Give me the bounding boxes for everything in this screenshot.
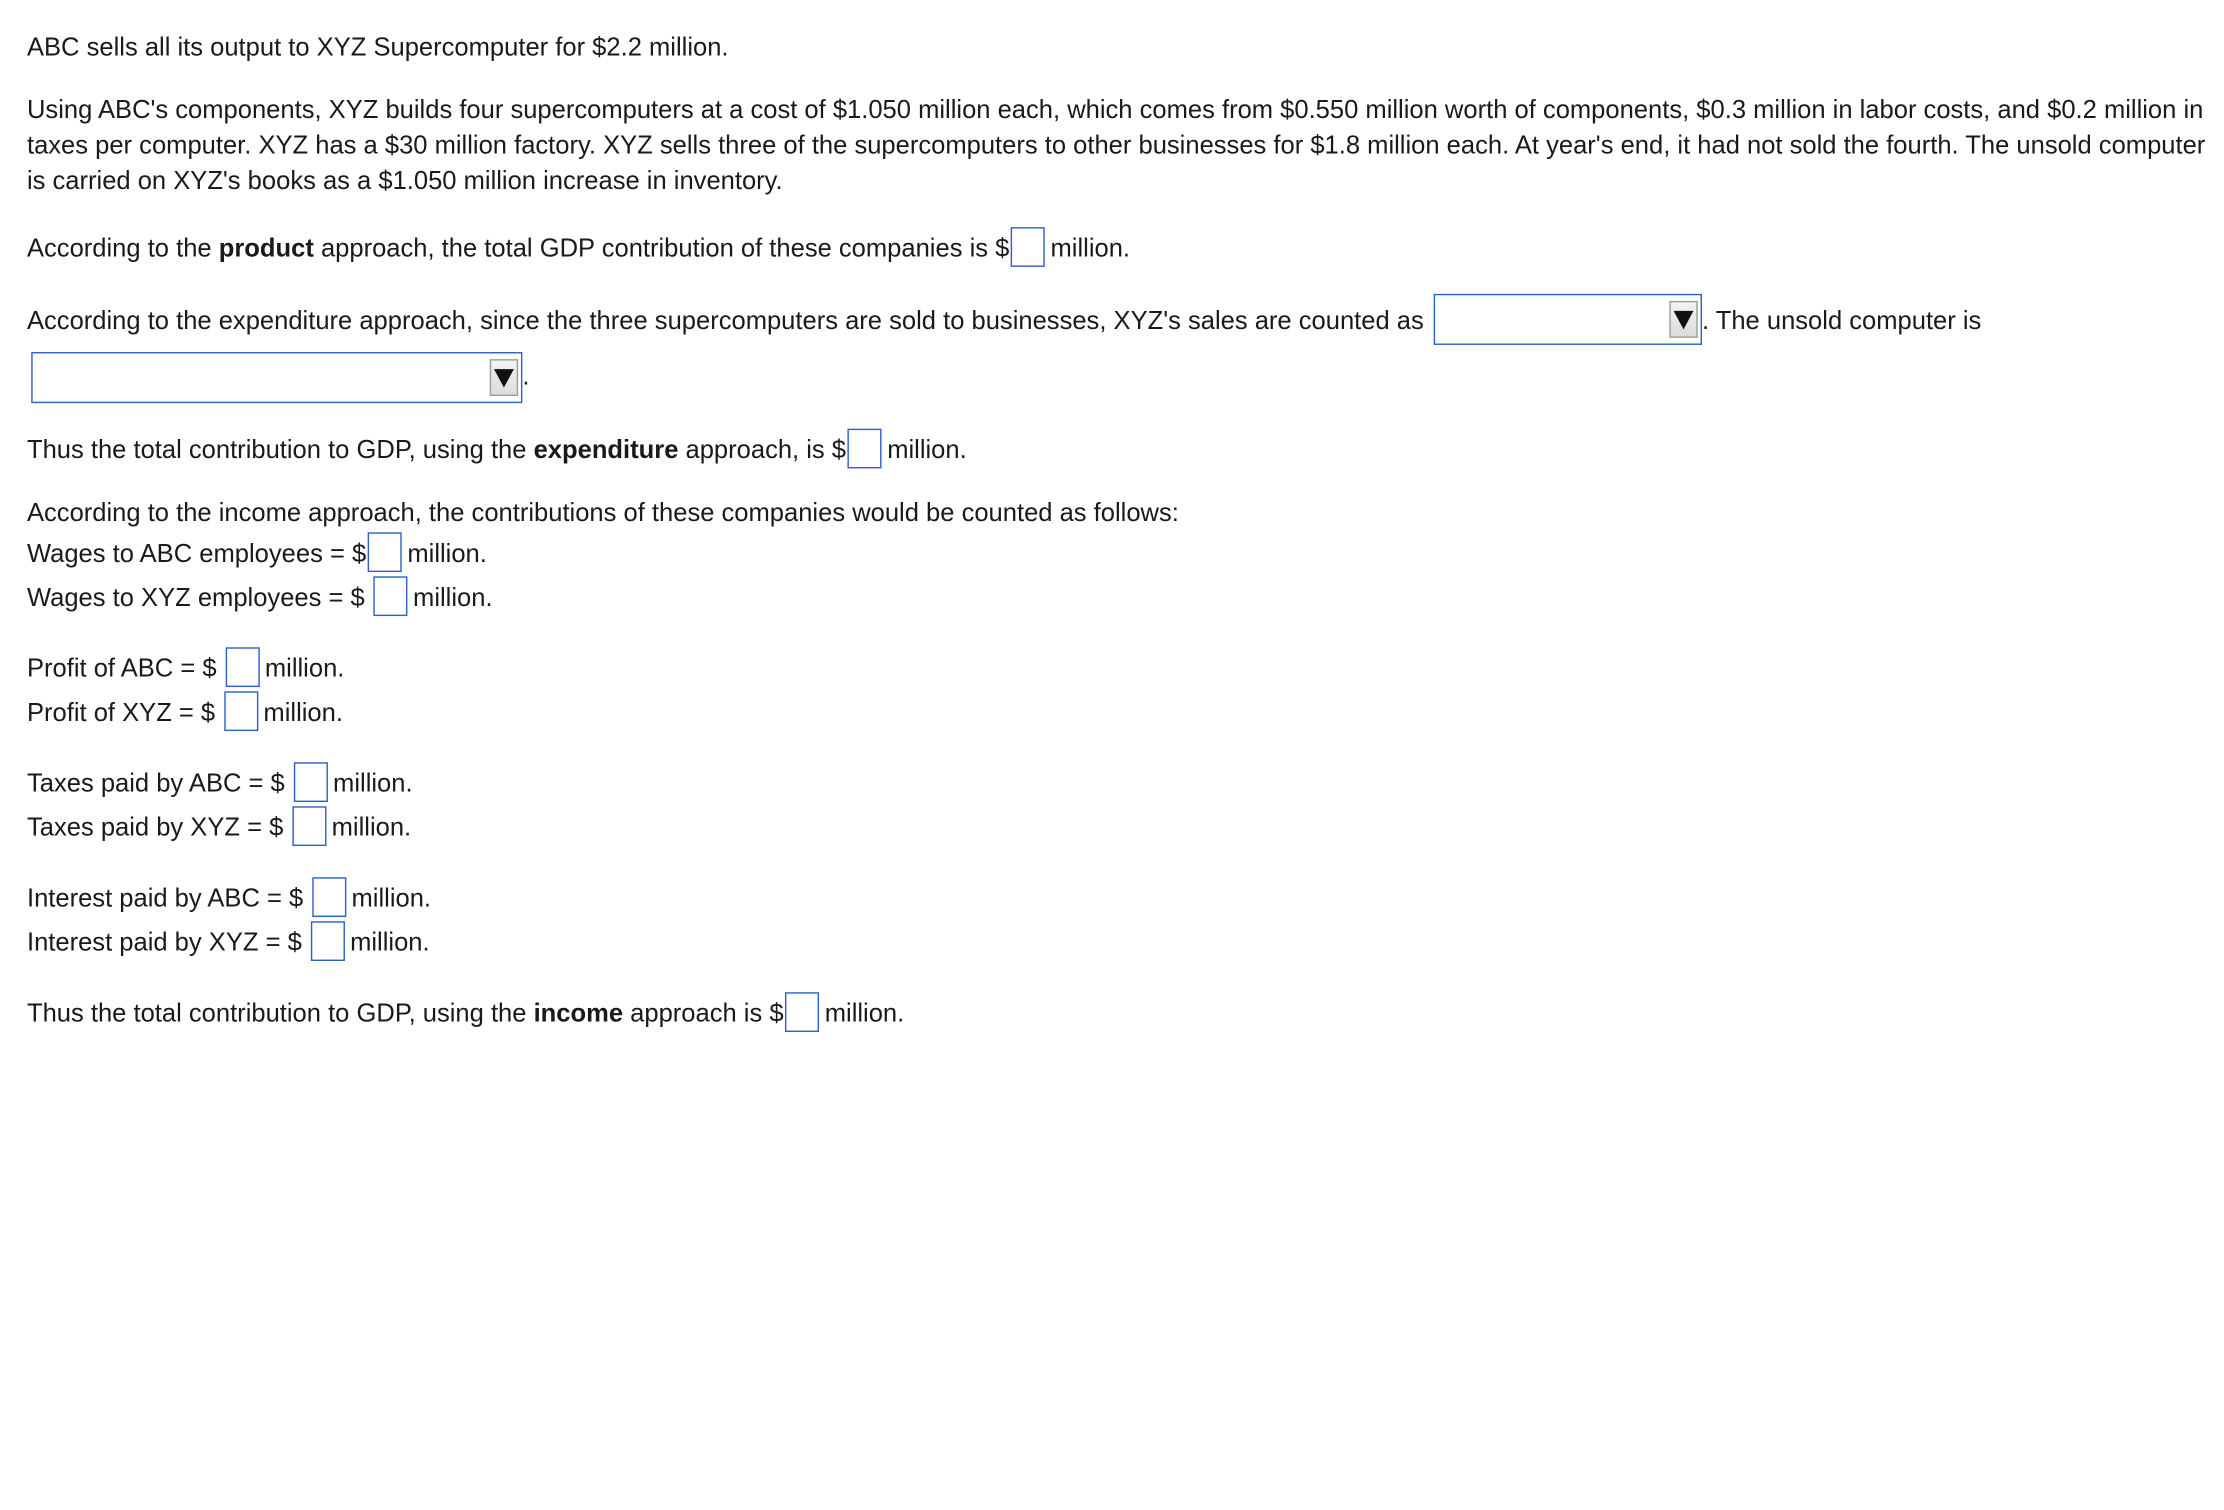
product-approach-line	[27, 230, 1130, 270]
scenario-text: Using ABC's components, XYZ builds four supercomputers at a cost of $1.050 million each, which comes from $0.550 million worth of components, $0.3 million in labor costs, and $0.2 million in taxes per computer. XYZ has a $30 million factory. XYZ sells three of the supercomputers to other businesses for $1.8 million each. At year's end, it had not sold the fourth. The unsold computer is carried on XYZ's books as a $1.050 million increase in inventory.	[26, 95, 2206, 195]
interest-xyz-input[interactable]	[310, 921, 344, 961]
income-total-before: Thus the total contribution to GDP, using the	[26, 998, 534, 1028]
income-gdp-input[interactable]	[785, 992, 819, 1032]
unsold-computer-dropdown[interactable]	[31, 352, 522, 403]
profit-abc-input[interactable]	[225, 647, 259, 687]
income-bold: income	[533, 998, 624, 1028]
product-text-after: approach, the total GDP contribution of these companies is $	[313, 233, 1010, 263]
dropdown-arrow-icon[interactable]	[1669, 301, 1697, 338]
expenditure-gdp-input[interactable]	[847, 429, 881, 469]
income-row-unit: million.	[413, 583, 493, 612]
income-total-after: approach is $	[623, 998, 784, 1028]
wages-xyz-input[interactable]	[373, 576, 407, 616]
income-row-unit: million.	[350, 927, 430, 957]
income-row-label: Profit of XYZ = $	[26, 698, 216, 727]
product-text-before: According to the	[26, 233, 219, 263]
income-row-unit: million.	[333, 769, 413, 798]
income-row-label: Interest paid by XYZ = $	[26, 927, 302, 957]
unsold-computer-line	[31, 352, 529, 403]
income-total-unit: million.	[824, 998, 905, 1028]
income-total-line	[27, 995, 904, 1035]
income-row-unit: million.	[351, 883, 432, 913]
dropdown-arrow-icon[interactable]	[490, 359, 518, 396]
expenditure-total-after: approach, is $	[678, 435, 847, 464]
wages-abc-input[interactable]	[368, 532, 402, 572]
taxes-abc-input[interactable]	[293, 762, 327, 802]
income-row-unit: million.	[331, 813, 412, 842]
income-row-unit: million.	[407, 539, 487, 568]
expenditure-total-line	[27, 432, 967, 472]
income-row-profit-xyz	[27, 694, 343, 734]
expenditure-total-before: Thus the total contribution to GDP, using the	[26, 435, 534, 464]
interest-abc-input[interactable]	[312, 877, 346, 917]
income-row-taxes-abc	[27, 765, 413, 805]
profit-xyz-input[interactable]	[224, 691, 258, 731]
income-row-unit: million.	[263, 698, 343, 727]
income-row-wages-xyz	[27, 579, 493, 619]
expenditure-bold: expenditure	[533, 435, 679, 464]
expenditure-question-line	[27, 297, 1981, 348]
income-row-label: Taxes paid by ABC = $	[26, 769, 285, 798]
income-row-interest-abc	[27, 880, 431, 920]
intro-text: ABC sells all its output to XYZ Supercomputer for $2.2 million.	[26, 32, 729, 62]
income-row-unit: million.	[264, 654, 345, 683]
income-intro-text: According to the income approach, the contributions of these companies would be counted as follows:	[26, 498, 1179, 527]
sales-category-dropdown[interactable]	[1434, 294, 1702, 345]
income-row-label: Profit of ABC = $	[26, 654, 217, 683]
taxes-xyz-input[interactable]	[292, 806, 326, 846]
unsold-end-period: .	[522, 361, 530, 391]
product-gdp-input[interactable]	[1011, 227, 1045, 267]
income-row-label: Wages to XYZ employees = $	[26, 583, 365, 612]
product-bold: product	[218, 233, 314, 263]
income-row-label: Taxes paid by XYZ = $	[26, 813, 284, 842]
income-row-interest-xyz	[27, 924, 430, 964]
product-unit: million.	[1050, 233, 1131, 263]
income-row-wages-abc	[27, 535, 487, 575]
income-row-label: Interest paid by ABC = $	[26, 883, 304, 913]
expenditure-text-after: . The unsold computer is	[1702, 306, 1982, 335]
income-row-label: Wages to ABC employees = $	[26, 539, 367, 568]
expenditure-total-unit: million.	[887, 435, 967, 464]
income-row-taxes-xyz	[27, 809, 411, 849]
income-row-profit-abc	[27, 650, 344, 690]
expenditure-text-before: According to the expenditure approach, since the three supercomputers are sold to businesses, XYZ's sales are counted as	[26, 306, 1424, 335]
